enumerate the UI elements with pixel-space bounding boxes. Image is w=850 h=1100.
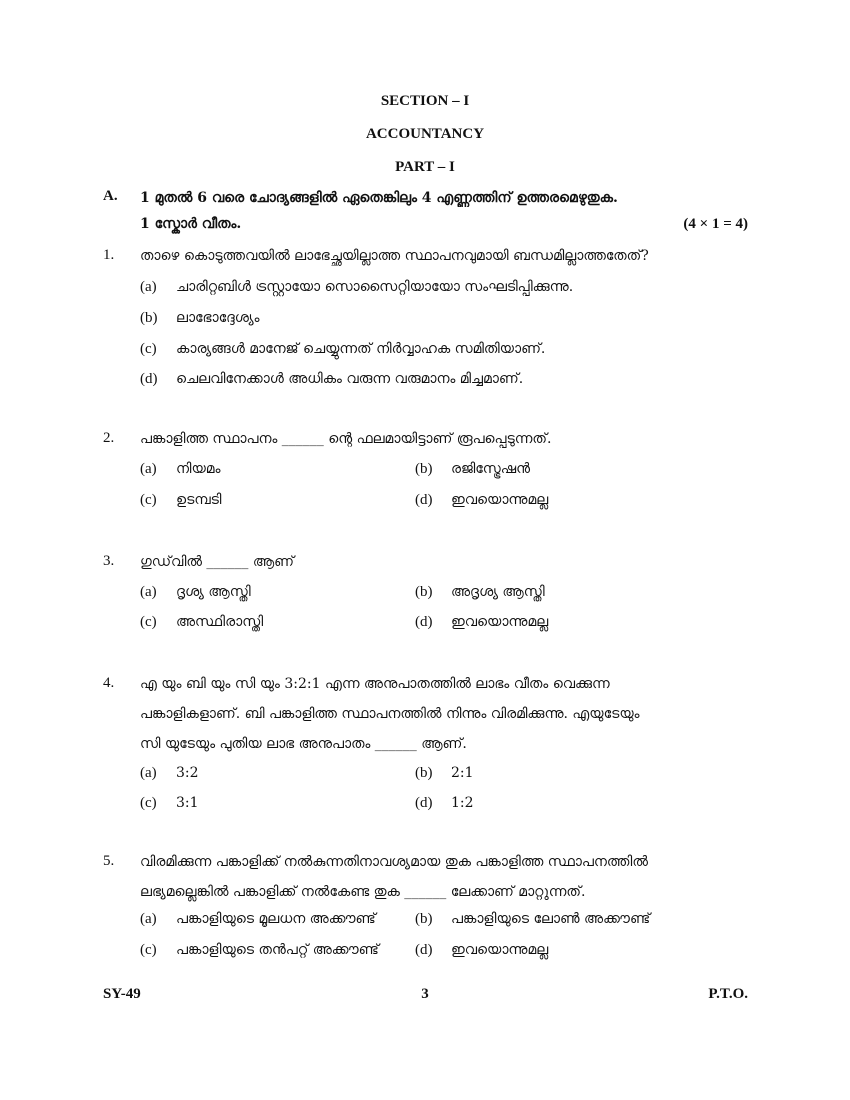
question-3-option-d[interactable] — [415, 613, 548, 631]
question-2-option-d[interactable] — [415, 491, 548, 509]
question-3-option-c[interactable] — [140, 613, 263, 631]
option-label: (c) — [140, 614, 157, 630]
instruction-line-2: 1 സ്കോർ വീതം. — [140, 216, 242, 232]
section-heading: SECTION – I — [380, 93, 470, 109]
question-5-option-b[interactable] — [415, 910, 650, 928]
option-text: നിയമം — [176, 461, 221, 477]
option-text: 3:1 — [176, 795, 199, 811]
question-1-option-c[interactable] — [140, 340, 545, 358]
question-5-text — [140, 847, 730, 907]
option-text: കാര്യങ്ങൾ മാനേജ് ചെയ്യുന്നത് നിർവ്വാഹക സമിതിയാണ്. — [176, 341, 546, 357]
option-label: (b) — [415, 584, 433, 600]
question-1-option-d[interactable] — [140, 370, 523, 388]
option-text: പങ്കാളിയുടെ ലോൺ അക്കൗണ്ട് — [451, 911, 651, 927]
footer-page-number: 3 — [421, 986, 429, 1002]
question-5-line: ലഭ്യമല്ലെങ്കിൽ പങ്കാളിക്ക് നൽകേണ്ട തുക ______ ലേക്കാണ് മാറ്റുന്നത്. — [140, 884, 586, 900]
option-label: (b) — [140, 310, 158, 326]
option-text: അസ്ഥിരാസ്തി — [176, 614, 264, 630]
option-text: പങ്കാളിയുടെ തൻപറ്റ് അക്കൗണ്ട് — [176, 942, 379, 958]
question-4-number: 4. — [103, 675, 115, 691]
option-label: (c) — [140, 942, 157, 958]
option-text: ചെലവിനേക്കാൾ അധികം വരുന്ന വരുമാനം മിച്ചമാണ്. — [176, 371, 524, 387]
option-text: 2:1 — [451, 765, 474, 781]
option-label: (a) — [140, 911, 157, 927]
footer-pto: P.T.O. — [708, 986, 748, 1002]
option-text: 1:2 — [451, 795, 474, 811]
option-label: (d) — [140, 371, 158, 387]
option-label: (b) — [415, 911, 433, 927]
footer-code: SY-49 — [103, 986, 141, 1002]
option-label: (d) — [415, 795, 433, 811]
option-label: (b) — [415, 461, 433, 477]
question-2-text — [140, 424, 730, 454]
question-2-option-c[interactable] — [140, 491, 221, 509]
question-4-option-d[interactable] — [415, 794, 474, 812]
question-4-line: സി യുടേയും പുതിയ ലാഭ അനുപാതം ______ ആണ്. — [140, 736, 467, 752]
option-label: (c) — [140, 795, 157, 811]
question-3-line: ഗുഡ്‌വിൽ ______ ആണ് — [140, 554, 294, 570]
question-2-option-b[interactable] — [415, 460, 530, 478]
option-text: ഇവയൊന്നുമല്ല — [451, 614, 549, 630]
question-1-number: 1. — [103, 247, 115, 263]
question-5-option-d[interactable] — [415, 941, 548, 959]
question-4-line: എ യും ബി യും സി യും 3:2:1 എന്ന അനുപാതത്തിൽ ലാഭം വീതം വെക്കുന്ന — [140, 676, 610, 692]
question-2-line: പങ്കാളിത്ത സ്ഥാപനം ______ ന്റെ ഫലമായിട്ടാണ് രൂപപ്പെടുന്നത്. — [140, 431, 552, 447]
question-2-number: 2. — [103, 430, 115, 446]
question-4-option-c[interactable] — [140, 794, 199, 812]
option-label: (d) — [415, 942, 433, 958]
option-text: ഉടമ്പടി — [176, 492, 222, 508]
question-5-option-c[interactable] — [140, 941, 379, 959]
subject-heading: ACCOUNTANCY — [365, 126, 485, 142]
question-3-text — [140, 547, 730, 577]
option-text: 3:2 — [176, 765, 199, 781]
option-text: രജിസ്ട്രേഷൻ — [451, 461, 531, 477]
question-1-option-a[interactable] — [140, 278, 573, 296]
option-text: പങ്കാളിയുടെ മൂലധന അക്കൗണ്ട് — [176, 911, 376, 927]
question-4-option-b[interactable] — [415, 764, 474, 782]
instruction-label: A. — [103, 188, 118, 204]
option-label: (c) — [140, 341, 157, 357]
option-label: (a) — [140, 279, 157, 295]
option-text: ചാരിറ്റബിൾ ട്രസ്റ്റായോ സൊസൈറ്റിയായോ സംഘടിപ്പിക്കുന്നു. — [176, 279, 574, 295]
option-label: (d) — [415, 492, 433, 508]
question-4-option-a[interactable] — [140, 764, 199, 782]
instruction-line-1: 1 മുതൽ 6 വരെ ചോദ്യങ്ങളിൽ ഏതെങ്കിലും 4 എണ്ണത്തിന് ഉത്തരമെഴുതുക. — [140, 190, 618, 206]
question-5-line: വിരമിക്കുന്ന പങ്കാളിക്ക് നൽകുന്നതിനാവശ്യമായ തുക പങ്കാളിത്ത സ്ഥാപനത്തിൽ — [140, 854, 648, 870]
option-text: അദൃശ്യ ആസ്തി — [451, 584, 545, 600]
option-text: ദൃശ്യ ആസ്തി — [176, 584, 251, 600]
question-3-option-a[interactable] — [140, 583, 251, 601]
question-4-line: പങ്കാളികളാണ്. ബി പങ്കാളിത്ത സ്ഥാപനത്തിൽ നിന്നും വിരമിക്കുന്നു. എയുടേയും — [140, 706, 640, 722]
option-label: (d) — [415, 614, 433, 630]
instruction-marks: (4 × 1 = 4) — [683, 216, 748, 232]
question-1-option-b[interactable] — [140, 309, 259, 327]
option-text: ലാഭോദ്ദേശ്യം — [176, 310, 260, 326]
option-label: (b) — [415, 765, 433, 781]
question-1-line: താഴെ കൊടുത്തവയിൽ ലാഭേച്ഛയില്ലാത്ത സ്ഥാപനവുമായി ബന്ധമില്ലാത്തതേത്? — [140, 248, 649, 264]
option-text: ഇവയൊന്നുമല്ല — [451, 942, 549, 958]
option-label: (a) — [140, 461, 157, 477]
option-label: (c) — [140, 492, 157, 508]
question-3-option-b[interactable] — [415, 583, 545, 601]
option-text: ഇവയൊന്നുമല്ല — [451, 492, 549, 508]
question-1-text — [140, 241, 730, 271]
option-label: (a) — [140, 584, 157, 600]
question-2-option-a[interactable] — [140, 460, 220, 478]
part-heading: PART – I — [395, 159, 455, 175]
question-5-number: 5. — [103, 853, 115, 869]
question-5-option-a[interactable] — [140, 910, 376, 928]
option-label: (a) — [140, 765, 157, 781]
question-3-number: 3. — [103, 553, 115, 569]
question-4-text — [140, 669, 730, 759]
